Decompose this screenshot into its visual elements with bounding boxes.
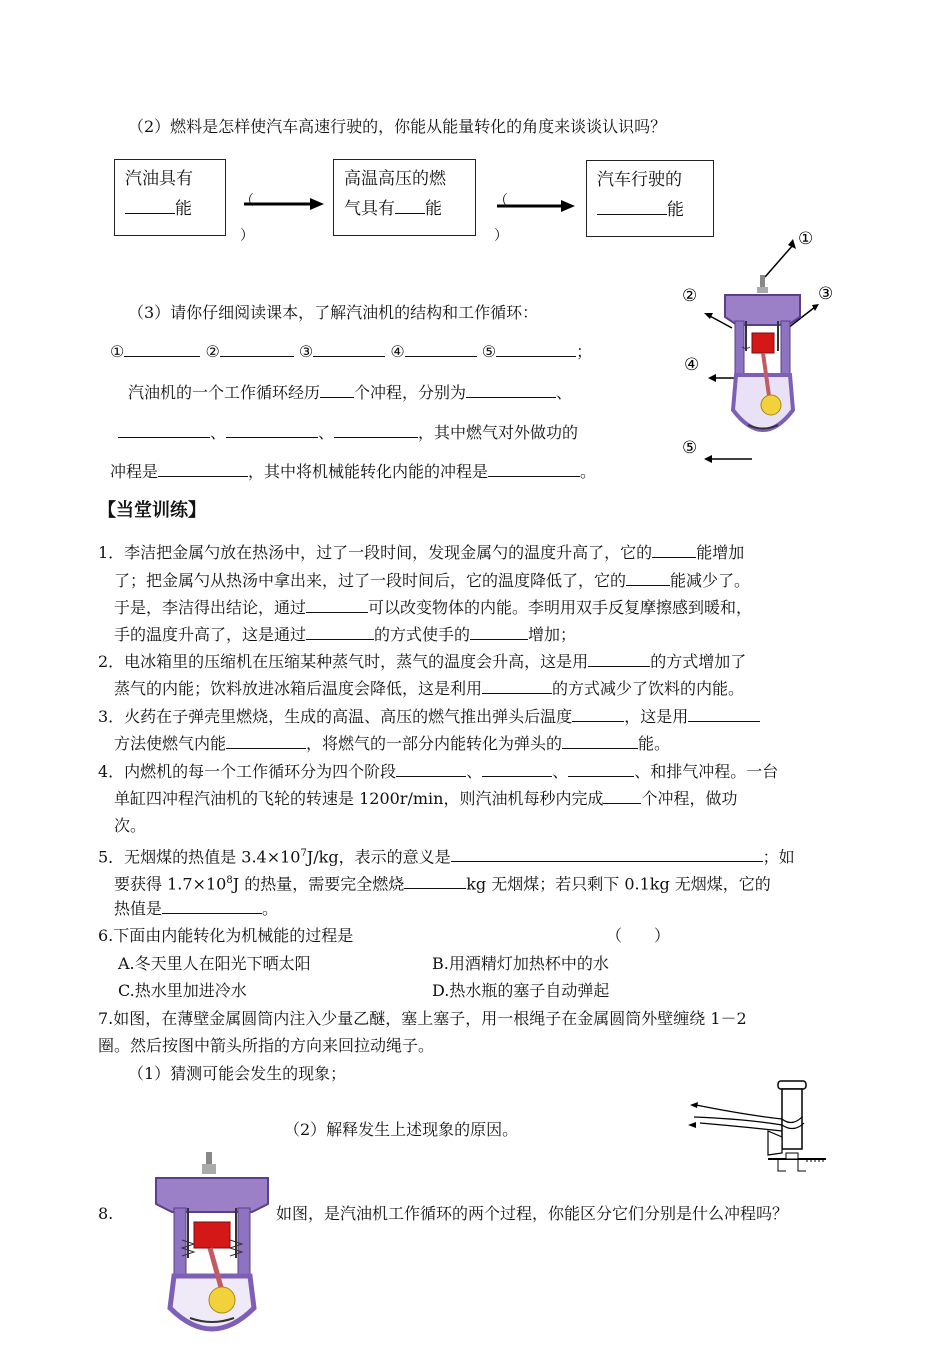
semicolon: ；	[576, 342, 593, 361]
blank[interactable]	[404, 874, 466, 889]
blank[interactable]	[396, 762, 466, 777]
engine-structure-diagram	[680, 225, 850, 470]
p7-line2: 圈。然后按图中箭头所指的方向来回拉动绳子。	[98, 1036, 435, 1055]
blank-compression-stroke[interactable]	[488, 462, 580, 477]
blank[interactable]	[688, 707, 760, 722]
p1-line3	[114, 597, 752, 619]
blank-stroke-3[interactable]	[226, 423, 318, 438]
text: 的方式增加了	[650, 652, 747, 671]
text: 、	[210, 423, 227, 442]
arrow-right-icon	[242, 196, 326, 212]
p8-number: 8.	[98, 1204, 114, 1223]
paren-close-1: ）	[240, 228, 254, 244]
part-label-4: ④	[390, 342, 405, 361]
suffix: 能	[425, 199, 442, 219]
text: 、和排气冲程。一台	[634, 762, 779, 781]
text: kg 无烟煤；若只剩下 0.1kg 无烟煤，它的	[466, 874, 771, 894]
p1-line1	[98, 542, 744, 564]
text: ；如	[762, 847, 795, 867]
blank-part-3[interactable]	[313, 342, 385, 357]
flow-box-2-line1: 高温高压的燃	[344, 169, 446, 189]
part-label-3: ③	[298, 342, 314, 361]
engine-label-5: ⑤	[682, 438, 698, 458]
text: 冲程是	[110, 462, 159, 481]
prefix: 气具有	[344, 199, 395, 219]
text: J 的热量，需要完全燃烧	[232, 874, 405, 894]
text: 3．火药在子弹壳里燃烧，生成的高温、高压的燃气推出弹头后温度	[98, 707, 573, 726]
blank[interactable]	[562, 734, 638, 749]
suffix: 能	[175, 199, 192, 219]
text: 单缸四冲程汽油机的飞轮的转速是 1200r/min，则汽油机每秒内完成	[114, 789, 604, 808]
text: 增加；	[528, 625, 577, 644]
paren-close-2: ）	[494, 228, 508, 244]
blank-stroke-2[interactable]	[118, 423, 210, 438]
q3-cycle-line2	[118, 422, 578, 444]
text: 个冲程，做功	[641, 789, 738, 808]
text: ，将燃气的一部分内能转化为弹头的	[306, 734, 563, 753]
blank-part-1[interactable]	[124, 342, 200, 357]
p4-line2	[114, 788, 737, 810]
text: 1．李洁把金属勺放在热汤中，过了一段时间，发现金属勺的温度升高了，它的	[98, 543, 653, 562]
flow-box-1-line2	[125, 194, 215, 224]
q2-intro: （2）燃料是怎样使汽车高速行驶的，你能从能量转化的角度来谈谈认识吗？	[128, 117, 667, 136]
suffix: 能	[667, 200, 684, 220]
blank-part-2[interactable]	[220, 342, 294, 357]
text: 蒸气的内能；饮料放进冰箱后温度会降低，这是利用	[114, 679, 483, 698]
p5-line1	[98, 843, 795, 868]
p6-answer-paren[interactable]: （ ）	[606, 926, 671, 945]
flow-box-1-line1: 汽油具有	[125, 169, 193, 189]
blank[interactable]	[626, 571, 670, 586]
blank[interactable]	[603, 789, 641, 804]
p1-line2	[114, 570, 750, 592]
text: 了；把金属勺从热汤中拿出来，过了一段时间后，它的温度降低了，它的	[114, 571, 627, 590]
blank[interactable]	[226, 734, 306, 749]
text: 要获得 1.7×10	[114, 874, 227, 894]
p5-line3	[114, 898, 278, 920]
engine-label-4: ④	[684, 355, 700, 375]
blank[interactable]	[597, 200, 667, 215]
text: 、	[318, 423, 335, 442]
p6-option-d[interactable]: D.热水瓶的塞子自动弹起	[432, 981, 610, 1000]
text: 4．内燃机的每一个工作循环分为四个阶段	[98, 762, 397, 781]
p3-line2	[114, 733, 670, 755]
blank-stroke-count[interactable]	[320, 383, 354, 398]
flow-box-3-line2	[597, 195, 703, 225]
text: 、	[466, 762, 483, 781]
p6-stem: 6.下面由内能转化为机械能的过程是	[98, 926, 354, 945]
blank[interactable]	[588, 652, 650, 667]
flow-box-gasoline	[114, 159, 226, 236]
engine-stroke-diagram	[152, 1150, 272, 1345]
blank[interactable]	[451, 847, 763, 862]
p6-option-a[interactable]: A.冬天里人在阳光下晒太阳	[118, 954, 311, 973]
text: 汽油机的一个工作循环经历	[128, 383, 321, 402]
text: 手的温度升高了，这是通过	[114, 625, 307, 644]
text: 方法使燃气内能	[114, 734, 227, 753]
p2-line1	[98, 651, 746, 673]
blank[interactable]	[395, 199, 425, 214]
blank[interactable]	[568, 762, 634, 777]
engine-label-2: ②	[682, 286, 698, 306]
blank-stroke-1[interactable]	[466, 383, 556, 398]
paren-open-2: （	[494, 193, 508, 209]
text: J/kg，表示的意义是	[306, 847, 451, 867]
text: ，这是用	[624, 707, 689, 726]
blank[interactable]	[482, 762, 552, 777]
blank[interactable]	[482, 679, 552, 694]
blank-work-stroke[interactable]	[158, 462, 248, 477]
text: 热值是	[114, 899, 163, 918]
p6-option-b[interactable]: B.用酒精灯加热杯中的水	[432, 954, 609, 973]
text: 于是，李洁得出结论，通过	[114, 598, 307, 617]
part-label-2: ②	[205, 342, 220, 361]
blank-part-5[interactable]	[496, 342, 576, 357]
exponent: 7	[300, 848, 307, 859]
text: 5．无烟煤的热值是 3.4×10	[98, 847, 301, 867]
section-title: 【当堂训练】	[98, 500, 206, 521]
text: 。	[262, 899, 279, 918]
p6-option-c[interactable]: C.热水里加进冷水	[118, 981, 247, 1000]
paren-open-1: （	[240, 193, 254, 209]
text: 个冲程，分别为	[354, 383, 467, 402]
flow-box-hot-gas	[333, 159, 476, 236]
part-label-5: ⑤	[481, 342, 497, 361]
text: ，其中燃气对外做功的	[418, 423, 579, 442]
blank[interactable]	[652, 543, 696, 558]
p4-line3: 次。	[114, 816, 147, 835]
flow-box-3-line1: 汽车行驶的	[597, 170, 682, 190]
text: 、	[556, 383, 573, 402]
p7-line1: 7.如图，在薄壁金属圆筒内注入少量乙醚，塞上塞子，用一根绳子在金属圆筒外壁缠绕 1－2	[98, 1009, 747, 1028]
text: 能增加	[696, 543, 745, 562]
p1-line4	[114, 624, 576, 646]
text: 的方式使手的	[374, 625, 471, 644]
p2-line2	[114, 678, 744, 700]
blank[interactable]	[572, 707, 624, 722]
text: 。	[580, 462, 597, 481]
p8-text: 如图，是汽油机工作循环的两个过程，你能区分它们分别是什么冲程吗？	[276, 1204, 789, 1223]
flow-box-2-line2	[344, 194, 465, 224]
q3-cycle-line3	[110, 461, 596, 483]
p5-line2	[114, 870, 771, 895]
blank-stroke-4[interactable]	[334, 423, 418, 438]
metal-tube-rope-diagram	[686, 1075, 831, 1175]
p4-line1	[98, 761, 778, 783]
blank[interactable]	[125, 199, 175, 214]
text: 能。	[638, 734, 671, 753]
blank-part-4[interactable]	[405, 342, 477, 357]
part-label-1: ①	[110, 342, 125, 361]
p3-line1	[98, 706, 760, 728]
arrow-right-icon	[495, 198, 579, 214]
blank[interactable]	[162, 899, 262, 914]
text: 可以改变物体的内能。李明用双手反复摩擦感到暖和，	[368, 598, 753, 617]
engine-label-3: ③	[818, 284, 834, 304]
blank[interactable]	[306, 625, 374, 640]
text: ，其中将机械能转化内能的冲程是	[248, 462, 489, 481]
p7-sub1: （1）猜测可能会发生的现象；	[128, 1064, 347, 1083]
blank[interactable]	[470, 625, 528, 640]
engine-label-1: ①	[798, 229, 814, 249]
text: 、	[552, 762, 569, 781]
p7-sub2: （2）解释发生上述现象的原因。	[284, 1120, 519, 1139]
q3-cycle-line1	[128, 382, 572, 404]
text: 2．电冰箱里的压缩机在压缩某种蒸气时，蒸气的温度会升高，这是用	[98, 652, 589, 671]
text: 能减少了。	[670, 571, 751, 590]
text: 的方式减少了饮料的内能。	[552, 679, 745, 698]
q3-intro: （3）请你仔细阅读课本，了解汽油机的结构和工作循环：	[128, 303, 539, 322]
q3-parts-row	[110, 341, 592, 363]
exponent: 8	[226, 875, 233, 886]
blank[interactable]	[306, 598, 368, 613]
